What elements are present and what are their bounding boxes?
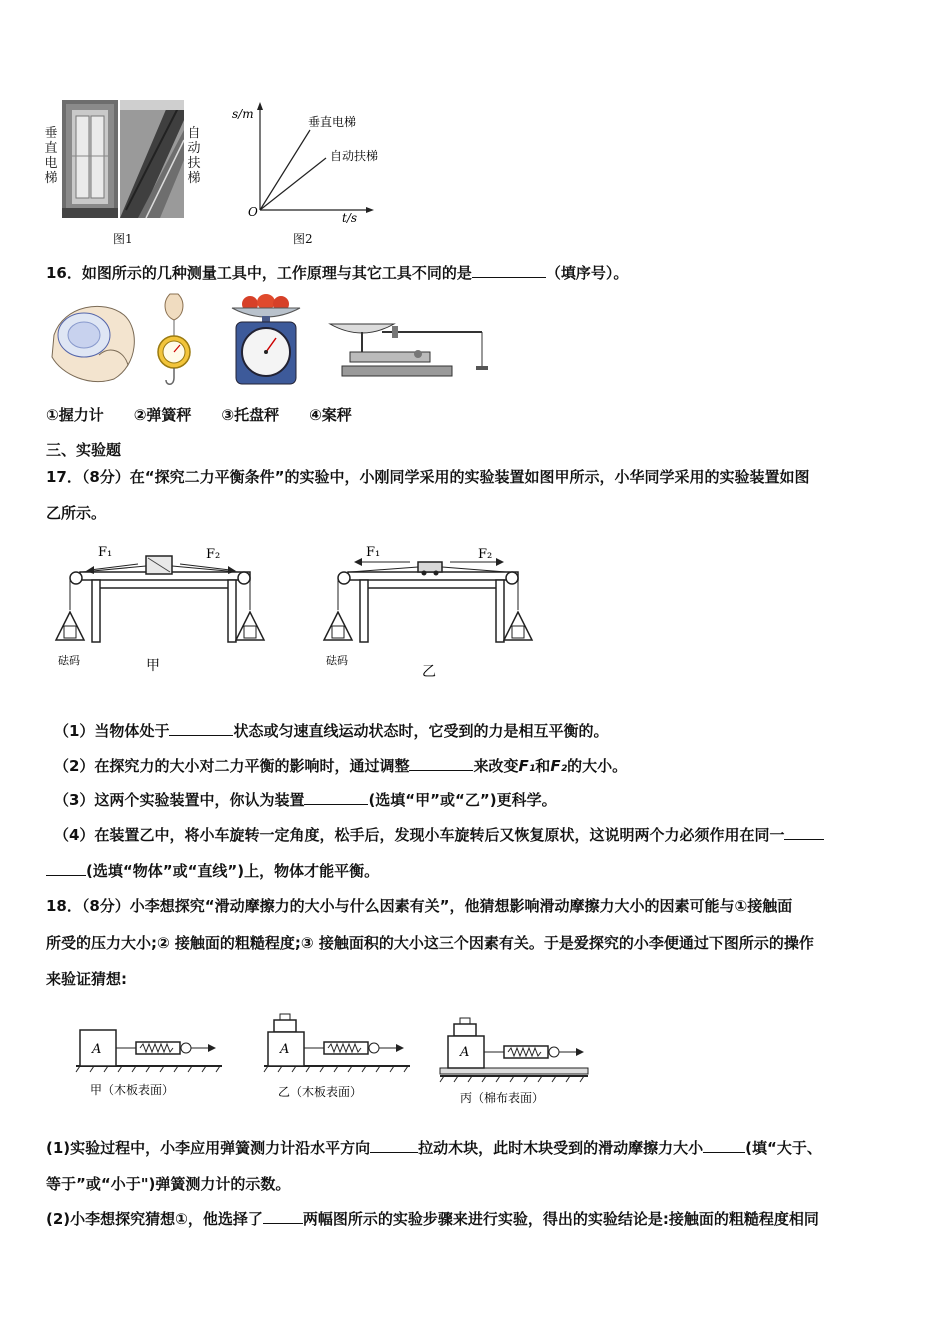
- q18-sub2-b: 两幅图所示的实验步骤来进行实验，得出的实验结论是:接触面的粗糙程度相同: [302, 1210, 819, 1228]
- origin-label: O: [248, 205, 258, 219]
- block-a-label-yi: A: [280, 1042, 290, 1057]
- elevator-photo: [62, 100, 118, 218]
- x-axis-label: t/s: [342, 211, 358, 225]
- q17-sub3-a: （3）这两个实验装置中，你认为装置: [54, 791, 305, 809]
- y-axis-label: s/m: [232, 107, 254, 121]
- q17-sub4-cont: [46, 860, 379, 881]
- q18-line3: 来验证猜想:: [46, 970, 127, 988]
- q17-apparatus-yi: [318, 542, 558, 682]
- case-scale-image: [322, 302, 492, 382]
- platform-scale-image: [228, 292, 304, 388]
- q18-sub1: [46, 1137, 822, 1158]
- q17-sub4: [54, 824, 824, 845]
- spring-scale-image: [152, 292, 204, 390]
- cap-yi: 乙（木板表面）: [278, 1085, 363, 1099]
- yi-f1-label: F₁: [366, 545, 381, 560]
- q17-sub2-d: 的大小。: [567, 757, 628, 775]
- q17-sub4-blank-b[interactable]: [46, 861, 86, 876]
- yi-label: 乙: [422, 664, 436, 680]
- elevator-line: [260, 130, 310, 210]
- q17-sub3-blank[interactable]: [304, 790, 368, 805]
- q17-sub1-blank[interactable]: [169, 721, 233, 736]
- q17-sub3-b: (选填“甲”或“乙”)更科学。: [368, 791, 557, 809]
- q17-sub2: [54, 755, 627, 776]
- q17-sub4-b: (选填“物体”或“直线”)上，物体才能平衡。: [86, 862, 380, 880]
- cap-jia: 甲（木板表面）: [90, 1083, 175, 1097]
- q17-sub2-b: 来改变: [473, 757, 519, 775]
- q17-sub1: [54, 720, 608, 741]
- q17-sub2-blank[interactable]: [409, 756, 473, 771]
- q17-sub1-b: 状态或匀速直线运动状态时，它受到的力是相互平衡的。: [233, 722, 609, 740]
- q17-sub4-a: （4）在装置乙中，将小车旋转一定角度，松手后，发现小车旋转后又恢复原状，这说明两个力必须作用在同一: [54, 826, 785, 844]
- section3-title: 三、实验题: [46, 441, 122, 459]
- escalator-line: [260, 158, 326, 210]
- fig2-caption: 图2: [293, 232, 313, 246]
- q18-sub2-a: (2)小李想探究猜想①，他选择了: [46, 1210, 263, 1228]
- q17-apparatus-jia: [50, 542, 290, 682]
- q18-sub1-cont: 等于”或“小于")弹簧测力计的示数。: [46, 1175, 291, 1193]
- jia-label: 甲: [146, 658, 160, 674]
- q17-line1: 17．（8分）在“探究二力平衡条件”的实验中，小刚同学采用的实验装置如图甲所示，小华同学采用的实验装置如图: [46, 468, 810, 486]
- q18-sub1-blank-a[interactable]: [370, 1138, 418, 1153]
- q16-answer-blank[interactable]: [472, 263, 546, 278]
- q18-sub1-c: (填“大于、: [745, 1139, 822, 1157]
- q18-setup-bing: [434, 1012, 596, 1108]
- escalator-photo: [120, 100, 184, 218]
- grip-dynamometer-image: [44, 295, 140, 387]
- q18-line2: 所受的压力大小;② 接触面的粗糙程度;③ 接触面积的大小这三个因素有关。于是爱探究的小李便通过下图所示的操作: [46, 934, 814, 952]
- block-a-label-bing: A: [460, 1045, 470, 1060]
- q17-sub2-f1: F₁: [518, 757, 536, 775]
- q17-sub1-a: （1）当物体处于: [54, 722, 170, 740]
- q18-sub1-a: (1)实验过程中，小李应用弹簧测力计沿水平方向: [46, 1139, 371, 1157]
- q17-sub3: [54, 789, 557, 810]
- q16-text-a: 16．如图所示的几种测量工具中，工作原理与其它工具不同的是: [46, 264, 472, 282]
- block-a-label: A: [92, 1042, 102, 1057]
- yi-weights-label: 砝码: [326, 654, 348, 667]
- q17-sub2-f2: F₂: [550, 757, 568, 775]
- q18-setup-jia: [70, 1018, 230, 1104]
- line2-label: 自动扶梯: [330, 149, 379, 163]
- cap-bing: 丙（棉布表面）: [460, 1091, 545, 1105]
- q16-text: [46, 262, 628, 283]
- q17-sub2-c: 和: [535, 757, 551, 775]
- q17-line2: 乙所示。: [46, 504, 107, 522]
- q16-options: ①握力计 ②弹簧秤 ③托盘秤 ④案秤: [46, 406, 352, 424]
- weight: [274, 1020, 296, 1032]
- st-graph: [230, 100, 390, 225]
- jia-f1-label: F₁: [98, 545, 113, 560]
- q18-sub1-b: 拉动木块，此时木块受到的滑动摩擦力大小: [418, 1139, 704, 1157]
- q18-sub2-blank[interactable]: [263, 1209, 303, 1224]
- jia-f2-label: F₂: [206, 547, 221, 562]
- escalator-label: 自动扶梯: [187, 126, 201, 186]
- jia-weights-label: 砝码: [58, 654, 80, 667]
- line1-label: 垂直电梯: [308, 115, 357, 129]
- q17-sub4-blank-a[interactable]: [784, 825, 824, 840]
- q18-sub1-blank-b[interactable]: [703, 1138, 745, 1153]
- q16-text-b: （填序号）。: [545, 264, 629, 282]
- yi-f2-label: F₂: [478, 547, 493, 562]
- q18-setup-yi: [258, 1010, 418, 1104]
- small-cart: [418, 562, 442, 572]
- q17-sub2-a: （2）在探究力的大小对二力平衡的影响时，通过调整: [54, 757, 410, 775]
- q18-line1: 18．（8分）小李想探究“滑动摩擦力的大小与什么因素有关”，他猜想影响滑动摩擦力大小的因素可能与①接触面: [46, 897, 793, 915]
- fig1-caption: 图1: [113, 232, 133, 246]
- q18-sub2: [46, 1208, 819, 1229]
- elevator-label: 垂直电梯: [44, 126, 58, 186]
